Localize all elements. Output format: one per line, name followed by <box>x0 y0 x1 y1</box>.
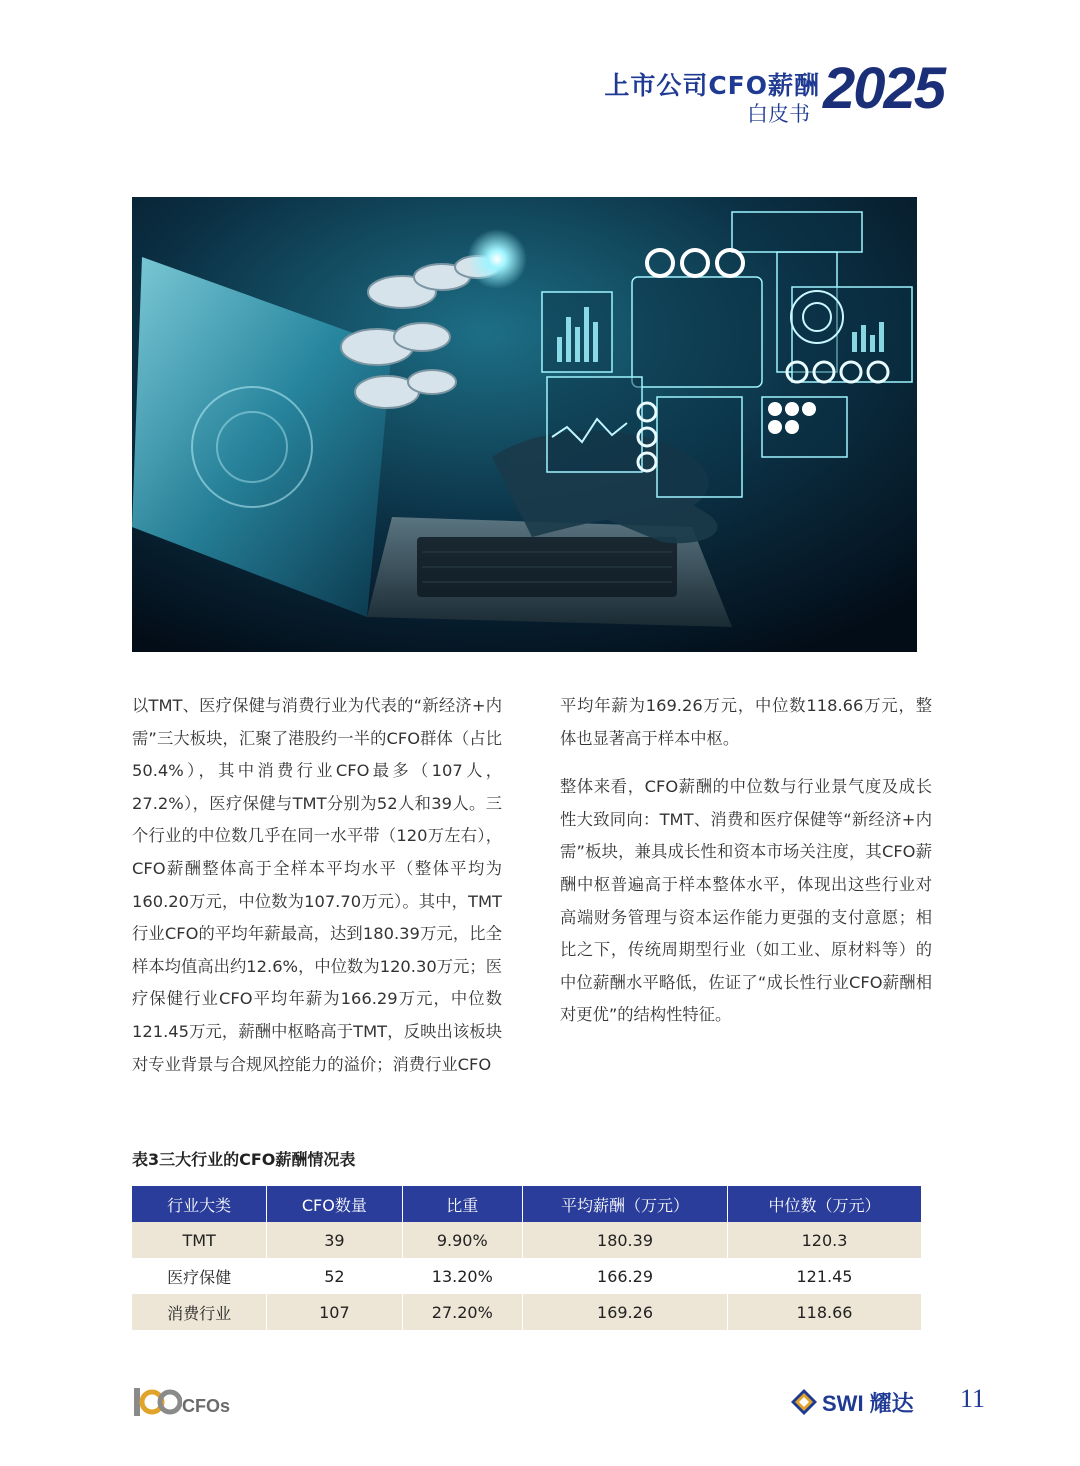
table-cell: 121.45 <box>727 1258 921 1294</box>
table-header-cell: 中位数（万元） <box>727 1186 921 1222</box>
100-cfos-logo <box>132 1382 242 1422</box>
table-cell: TMT <box>132 1222 267 1258</box>
table-header-row <box>132 1186 921 1222</box>
table-cell: 医疗保健 <box>132 1258 267 1294</box>
swi-diamond-logo-icon <box>790 1388 818 1416</box>
body-text-right-column <box>560 690 932 1032</box>
table-cell: 27.20% <box>402 1294 523 1330</box>
hero-image <box>132 197 917 652</box>
table-cell: 166.29 <box>523 1258 728 1294</box>
swi-logo-text: SWI 耀达 <box>822 1391 914 1416</box>
table-cell: 118.66 <box>727 1294 921 1330</box>
table-cell: 120.3 <box>727 1222 921 1258</box>
table-cell: 9.90% <box>402 1222 523 1258</box>
table-row <box>132 1258 921 1294</box>
table-cell: 39 <box>267 1222 402 1258</box>
table-header-cell: 比重 <box>402 1186 523 1222</box>
cfos-logo-text: CFOs <box>182 1396 231 1416</box>
table-cell: 52 <box>267 1258 402 1294</box>
100-cfos-logo-icon <box>132 1382 182 1422</box>
table-cell: 169.26 <box>523 1294 728 1330</box>
table-cell: 107 <box>267 1294 402 1330</box>
body-paragraph: 整体来看，CFO薪酬的中位数与行业景气度及成长性大致同向：TMT、消费和医疗保健等“新经济+内需”板块，兼具成长性和资本市场关注度，其CFO薪酬中枢普遍高于样本整体水平，体现出这些行业对高端财务管理与资本运作能力更强的支付意愿；相比之下，传统周期型行业（如工业、原材料等）的中位薪酬水平略低，佐证了“成长性行业CFO薪酬相对更优”的结构性特征。 <box>560 777 932 1025</box>
table-row <box>132 1294 921 1330</box>
table-row <box>132 1222 921 1258</box>
table-header-cell: CFO数量 <box>267 1186 402 1222</box>
table-cell: 消费行业 <box>132 1294 267 1330</box>
robot-hand-laptop-illustration <box>132 197 917 652</box>
header-title: 上市公司CFO薪酬 <box>604 71 820 100</box>
page-header <box>560 58 960 128</box>
cfo-salary-table <box>132 1186 921 1330</box>
header-subtitle: 白皮书 <box>747 102 810 126</box>
header-year: 2025 <box>822 56 944 121</box>
body-paragraph: 以TMT、医疗保健与消费行业为代表的“新经济+内需”三大板块，汇聚了港股约一半的CFO群体（占比50.4%），其中消费行业CFO最多（107人，27.2%），医疗保健与TMT分别为52人和39人。三个行业的中位数几乎在同一水平带（120万左右），CFO薪酬整体高于全样本平均水平（整体平均为160.20万元，中位数为107.70万元）。其中，TMT行业CFO的平均年薪最高，达到180.39万元，比全样本均值高出约12.6%，中位数为120.30万元；医疗保健行业CFO平均年薪为166.29万元，中位数121.45万元，薪酬中枢略高于TMT，反映出该板块对专业背景与合规风控能力的溢价；消费行业CFO <box>132 696 502 1074</box>
table-header-cell: 平均薪酬（万元） <box>523 1186 728 1222</box>
table-cell: 180.39 <box>523 1222 728 1258</box>
body-paragraph: 平均年薪为169.26万元，中位数118.66万元，整体也显著高于样本中枢。 <box>560 696 932 748</box>
table-cell: 13.20% <box>402 1258 523 1294</box>
table-caption: 表3三大行业的CFO薪酬情况表 <box>132 1150 356 1169</box>
table-header-cell: 行业大类 <box>132 1186 267 1222</box>
page-number: 11 <box>960 1384 986 1413</box>
body-text-left-column <box>132 690 502 1081</box>
swi-logo <box>790 1383 930 1419</box>
